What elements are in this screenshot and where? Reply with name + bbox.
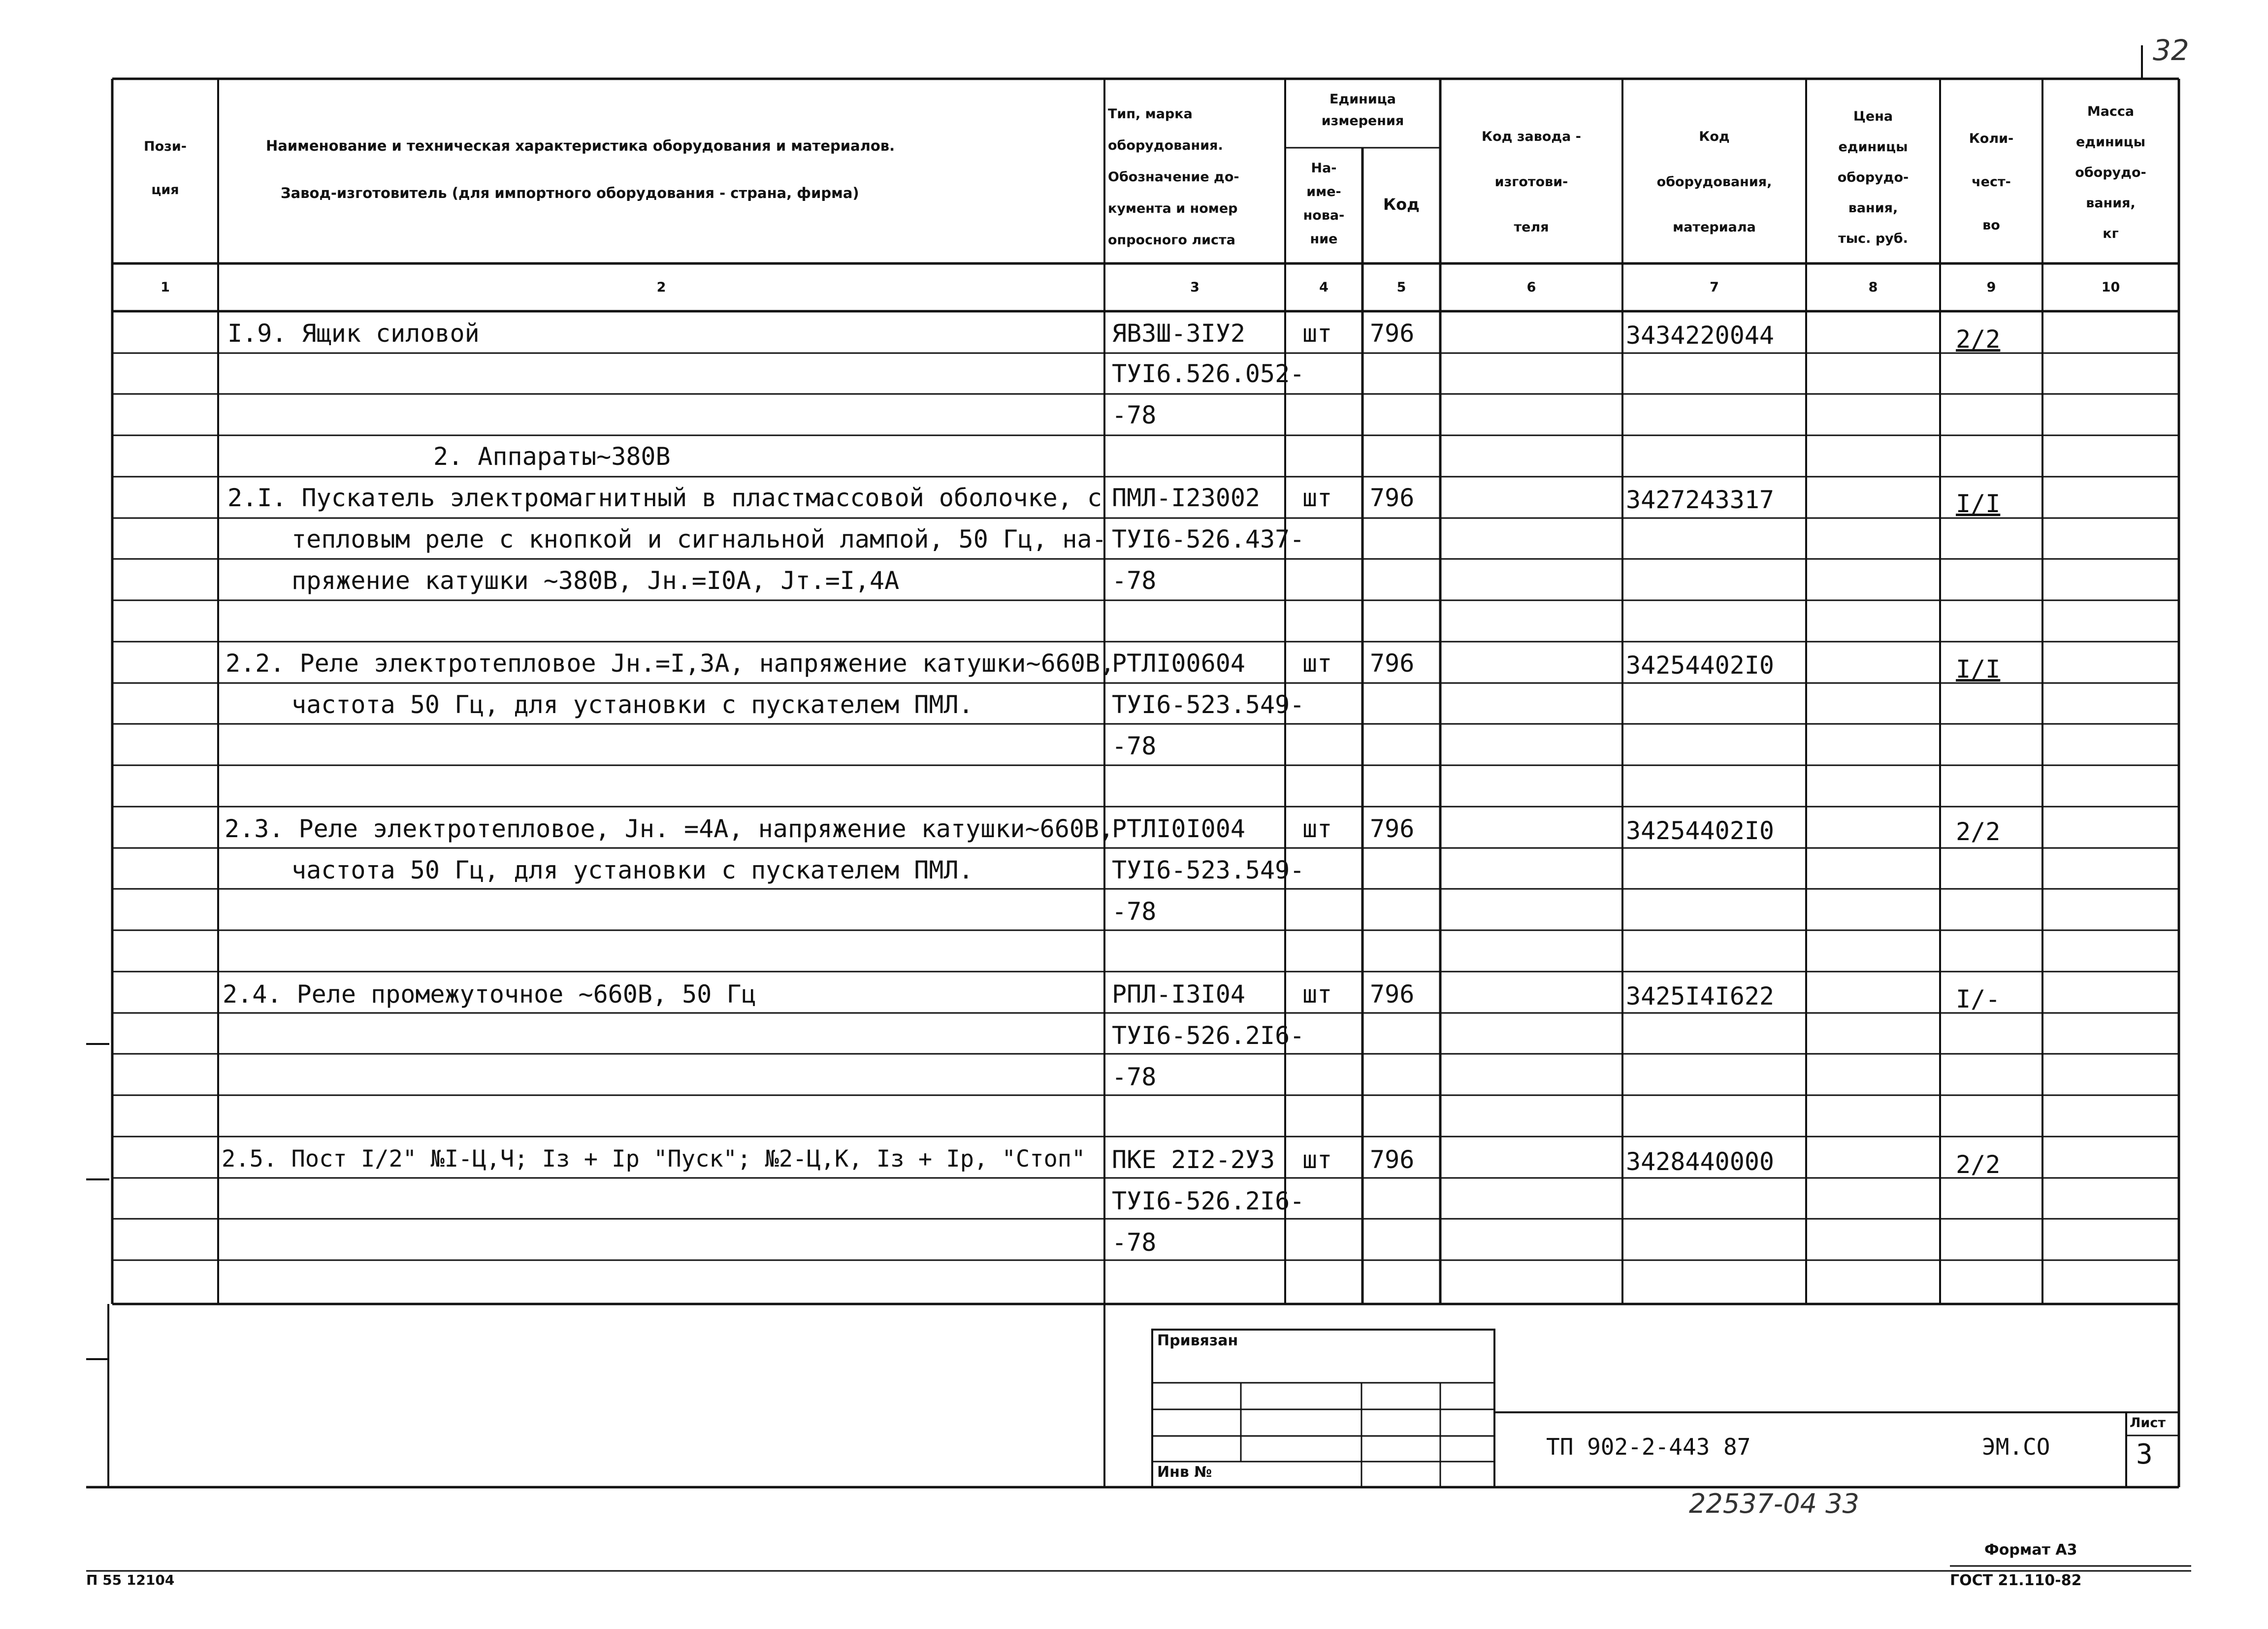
row-quantity: I/I xyxy=(1956,489,2001,518)
section-title: 2. Аппараты~380В xyxy=(433,442,671,471)
row-type: -78 xyxy=(1112,1063,1157,1091)
row-description: 2.5. Пост I/2" №I-Ц,Ч; Iз + Iр "Пуск"; №2-Ц,К, Iз + Iр, "Стоп" xyxy=(222,1145,1086,1173)
header-unit-name-line2: име- xyxy=(1306,184,1341,199)
row-description: 2.3. Реле электротепловое, Jн. =4А, напряжение катушки~660В, xyxy=(225,814,1114,843)
row-quantity: 2/2 xyxy=(1956,817,2001,846)
header-maker-code-line2: изготови- xyxy=(1494,174,1568,190)
header-unit-group xyxy=(1285,89,1440,132)
header-type-line3: Обозначение до- xyxy=(1108,169,1239,185)
row-type: ТУI6.526.052- xyxy=(1112,359,1305,388)
row-type: РПЛ-I3I04 xyxy=(1112,980,1245,1009)
header-quantity xyxy=(1940,117,2042,247)
row-quantity: 2/2 xyxy=(1956,1150,2001,1179)
row-type: -78 xyxy=(1112,401,1157,429)
header-unit-name-line3: нова- xyxy=(1303,208,1345,223)
header-equipment-code-line3: материала xyxy=(1673,220,1756,235)
header-maker-code-line3: теля xyxy=(1514,220,1549,235)
row-type: ТУI6-523.549- xyxy=(1112,690,1305,719)
header-equipment-code-line2: оборудования, xyxy=(1656,174,1772,190)
row-unit: шт xyxy=(1302,814,1332,843)
header-price-line4: вания, xyxy=(1848,200,1898,216)
row-quantity: I/- xyxy=(1956,985,2001,1013)
row-equipment-code: 34254402I0 xyxy=(1626,651,1775,680)
header-price-line5: тыс. руб. xyxy=(1838,231,1908,246)
header-unit-name xyxy=(1285,157,1362,251)
row-description: 2.2. Реле электротепловое Jн.=I,3А, напряжение катушки~660В, xyxy=(226,649,1115,678)
header-mass-line4: вания, xyxy=(2086,195,2136,211)
header-unit-line2: измерения xyxy=(1321,113,1404,129)
header-maker-code-line1: Код завода - xyxy=(1482,129,1581,144)
header-unit-name-line4: ние xyxy=(1310,231,1338,247)
header-position-line1: Пози- xyxy=(144,139,187,154)
bottom-left-code: П 55 12104 xyxy=(86,1572,175,1588)
header-description-line2: Завод-изготовитель (для импортного оборудования - страна, фирма) xyxy=(281,185,859,201)
header-type-line4: кумента и номер xyxy=(1108,201,1238,216)
header-maker-code xyxy=(1440,114,1622,250)
row-description: частота 50 Гц, для установки с пускателем ПМЛ. xyxy=(292,856,973,884)
sheet-label: Лист xyxy=(2130,1415,2166,1431)
header-mass-line1: Масса xyxy=(2087,104,2135,119)
row-description: частота 50 Гц, для установки с пускателем ПМЛ. xyxy=(292,690,973,719)
row-type: ТУI6-526.2I6- xyxy=(1112,1021,1305,1050)
column-number-4: 4 xyxy=(1319,280,1328,295)
column-number-2: 2 xyxy=(656,280,666,295)
column-number-10: 10 xyxy=(2101,280,2120,295)
row-equipment-code: 3428440000 xyxy=(1626,1147,1775,1176)
document-mark: ЭМ.СО xyxy=(1982,1434,2050,1460)
header-unit-name-line1: На- xyxy=(1311,161,1337,176)
row-description: тепловым реле с кнопкой и сигнальной лампой, 50 Гц, на- xyxy=(292,525,1107,554)
handwritten-number: 22537-04 33 xyxy=(1689,1488,1859,1519)
stamp-attached-label: Привязан xyxy=(1157,1332,1238,1349)
column-number-6: 6 xyxy=(1526,280,1536,295)
header-quantity-line1: Коли- xyxy=(1969,131,2014,146)
header-mass-line5: кг xyxy=(2103,226,2119,241)
row-type: РТЛI0I004 xyxy=(1112,814,1245,843)
header-price-line1: Цена xyxy=(1853,109,1893,124)
header-unit-line1: Единица xyxy=(1329,92,1396,107)
row-description: 2.I. Пускатель электромагнитный в пластмассовой оболочке, с xyxy=(227,484,1102,512)
header-unit-code: Код xyxy=(1383,195,1420,214)
header-position-line2: ция xyxy=(151,182,179,197)
row-type: ТУI6-526.2I6- xyxy=(1112,1187,1305,1215)
row-description: 2.4. Реле промежуточное ~660В, 50 Гц xyxy=(223,980,756,1009)
header-mass-line3: оборудо- xyxy=(2075,165,2146,180)
column-number-9: 9 xyxy=(1986,280,1996,295)
header-equipment-code-line1: Код xyxy=(1699,129,1730,144)
row-equipment-code: 34254402I0 xyxy=(1626,816,1775,845)
column-number-7: 7 xyxy=(1710,280,1719,295)
row-unit-code: 796 xyxy=(1370,484,1415,512)
row-type: ЯВЗШ-3IУ2 xyxy=(1112,319,1245,348)
header-price-line3: оборудо- xyxy=(1837,170,1909,185)
row-unit: шт xyxy=(1302,484,1332,512)
row-equipment-code: 3427243317 xyxy=(1626,486,1775,514)
sheet-number: 3 xyxy=(2136,1438,2153,1470)
header-equipment-code xyxy=(1622,114,1806,250)
row-equipment-code: 3425I4I622 xyxy=(1626,982,1775,1010)
row-type: -78 xyxy=(1112,1228,1157,1257)
header-type-line2: оборудования. xyxy=(1108,138,1223,153)
row-description: I.9. Ящик силовой xyxy=(227,319,480,348)
row-unit-code: 796 xyxy=(1370,319,1415,348)
row-quantity: 2/2 xyxy=(1956,325,2001,354)
row-description: пряжение катушки ~380В, Jн.=I0А, Jт.=I,4А xyxy=(292,566,900,595)
header-type xyxy=(1108,98,1285,256)
header-description xyxy=(231,122,1000,217)
gost-label: ГОСТ 21.110-82 xyxy=(1950,1572,2082,1589)
row-unit-code: 796 xyxy=(1370,649,1415,678)
row-type: ПМЛ-I23002 xyxy=(1112,484,1261,512)
row-unit: шт xyxy=(1302,980,1332,1009)
header-quantity-line3: во xyxy=(1982,218,2000,233)
header-quantity-line2: чест- xyxy=(1972,174,2011,190)
header-type-line1: Тип, марка xyxy=(1108,106,1193,122)
column-number-3: 3 xyxy=(1190,280,1199,295)
row-type: ПКЕ 2I2-2У3 xyxy=(1112,1145,1275,1174)
header-mass xyxy=(2042,97,2179,249)
row-unit: шт xyxy=(1302,649,1332,678)
header-position xyxy=(112,125,218,212)
row-unit-code: 796 xyxy=(1370,814,1415,843)
row-type: ТУI6-526.437- xyxy=(1112,525,1305,554)
header-description-line1: Наименование и техническая характеристика оборудования и материалов. xyxy=(266,137,895,154)
row-type: РТЛI00604 xyxy=(1112,649,1245,678)
row-type: ТУI6-523.549- xyxy=(1112,856,1305,884)
header-price-line2: единицы xyxy=(1838,139,1908,155)
header-price xyxy=(1806,101,1940,254)
column-number-5: 5 xyxy=(1396,280,1406,295)
page-number: 32 xyxy=(2153,33,2189,67)
row-unit-code: 796 xyxy=(1370,1145,1415,1174)
header-mass-line2: единицы xyxy=(2075,134,2146,150)
row-quantity: I/I xyxy=(1956,655,2001,684)
row-unit: шт xyxy=(1302,319,1332,348)
row-unit-code: 796 xyxy=(1370,980,1415,1009)
row-equipment-code: 3434220044 xyxy=(1626,321,1775,350)
row-type: -78 xyxy=(1112,566,1157,595)
column-number-8: 8 xyxy=(1868,280,1878,295)
stamp-inv-label: Инв № xyxy=(1157,1464,1212,1481)
document-code: ТП 902-2-443 87 xyxy=(1546,1434,1751,1460)
row-type: -78 xyxy=(1112,897,1157,926)
header-type-line5: опросного листа xyxy=(1108,232,1235,248)
format-label: Формат А3 xyxy=(1984,1541,2077,1559)
row-type: -78 xyxy=(1112,732,1157,760)
column-number-1: 1 xyxy=(161,280,170,295)
row-unit: шт xyxy=(1302,1145,1332,1174)
